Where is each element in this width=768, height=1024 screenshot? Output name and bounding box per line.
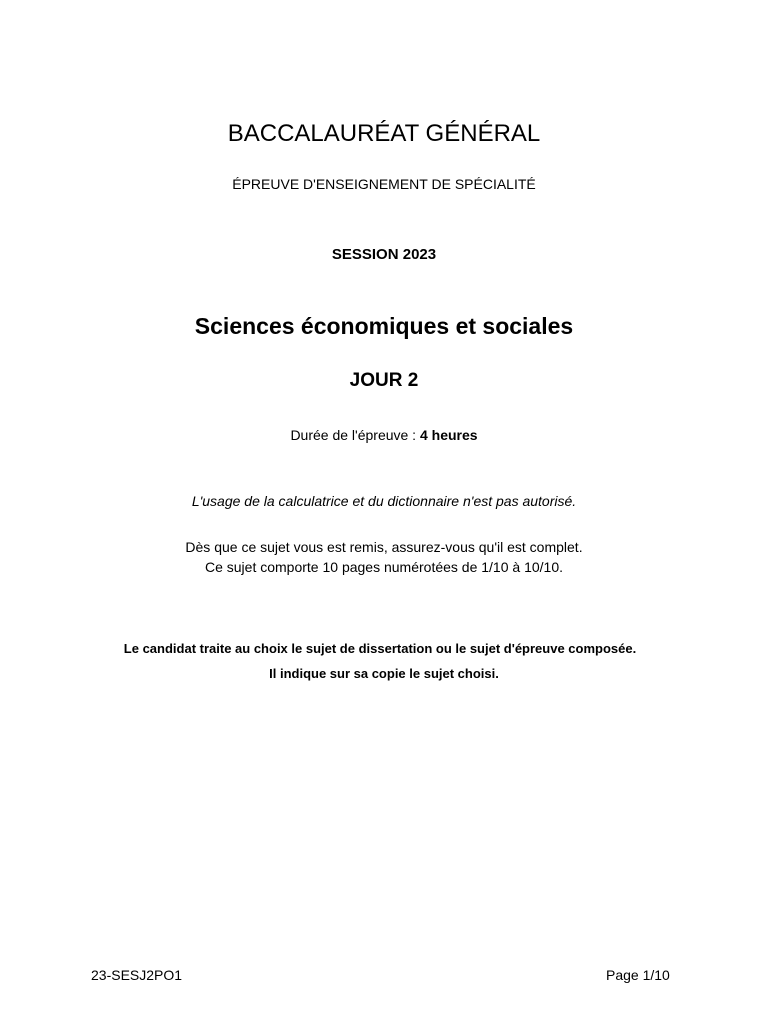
exam-title: BACCALAURÉAT GÉNÉRAL: [227, 120, 541, 147]
completeness-notice: Dès que ce sujet vous est remis, assurez-vous qu'il est complet.: [185, 539, 583, 555]
page-number: Page 1/10: [606, 967, 670, 983]
choice-instruction: Le candidat traite au choix le sujet de dissertation ou le sujet d'épreuve composée.: [123, 641, 637, 656]
calculator-rule: L'usage de la calculatrice et du dictionnaire n'est pas autorisé.: [191, 493, 577, 509]
document-code: 23-SESJ2PO1: [91, 967, 183, 983]
exam-subtitle: ÉPREUVE D'ENSEIGNEMENT DE SPÉCIALITÉ: [232, 176, 536, 192]
copy-instruction: Il indique sur sa copie le sujet choisi.: [269, 666, 499, 681]
duration-line: [0, 428, 768, 442]
subject-name: Sciences économiques et sociales: [194, 313, 574, 339]
duration-label: Durée de l'épreuve :: [290, 427, 420, 443]
duration-value: 4 heures: [419, 427, 478, 443]
page-count-notice: Ce sujet comporte 10 pages numérotées de 1/10 à 10/10.: [204, 559, 563, 575]
session-label: SESSION 2023: [331, 246, 437, 263]
exam-day: JOUR 2: [349, 370, 419, 391]
